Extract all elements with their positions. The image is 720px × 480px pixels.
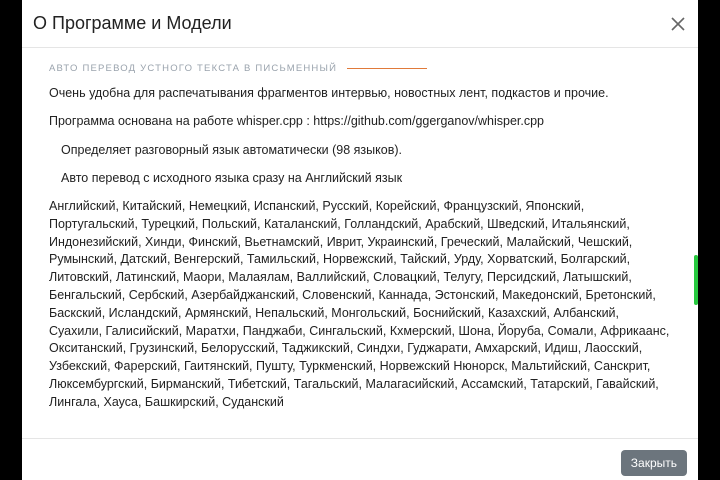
modal-footer — [22, 438, 698, 480]
close-icon[interactable] — [666, 12, 690, 36]
based-on-text: Программа основана на работе whisper.cpp : https://github.com/ggerganov/whisper.cpp — [49, 114, 545, 128]
close-icon-graphic — [666, 12, 690, 36]
about-modal — [22, 0, 698, 480]
close-button[interactable]: Закрыть — [621, 450, 687, 476]
section-header — [49, 62, 427, 74]
intro-text: Очень удобна для распечатывания фрагментов интервью, новостных лент, подкастов и прочие. — [49, 86, 609, 100]
modal-title: О Программе и Модели — [33, 13, 232, 33]
section-label: АВТО ПЕРЕВОД УСТНОГО ТЕКСТА В ПИСЬМЕННЫЙ — [49, 62, 338, 74]
languages-list: Английский, Китайский, Немецкий, Испанский, Русский, Корейский, Французский, Японский, Португальский, Турецкий, Польский, Каталанский, Голландский, Арабский, Шведский, Итальянский, Индонезийский, Хинди, Финский, Вьетнамский, Иврит, Украинский, Греческий, Малайский, Чешский, Румынский, Датский, Венгерский, Тамильский, Норвежский, Тайский, Урду, Хорватский, Болгарский, Литовский, Латинский, Маори, Малаялам, Валлийский, Словацкий, Телугу, Персидский, Латышский, Бенгальский, Сербский, Азербайджанский, Словенский, Каннада, Эстонский, Македонский, Бретонский, Баскский, Исландский, Армянский, Непальский, Монгольский, Боснийский, Казахский, Албанский, Суахили, Галисийский, Маратхи, Панджаби, Сингальский, Кхмерский, Шона, Йоруба, Сомали, Африкаанс, Окситанский, Грузинский, Белорусский, Таджикский, Синдхи, Гуджарати, Амхарский, Идиш, Лаосский, Узбекский, Фарерский, Гаитянский, Пушту, Туркменский, Норвежский Нюнорск, Мальтийский, Санскрит, Люксембургский, Бирманский, Тибетский, Тагальский, Малагасийский, Ассамский, Татарский, Гавайский, Лингала, Хауса, Башкирский, Суданский — [49, 199, 670, 409]
translate-text: Авто перевод с исходного языка сразу на Английский язык — [61, 171, 403, 185]
scrollbar-thumb[interactable] — [694, 255, 698, 305]
autodetect-text: Определяет разговорный язык автоматически (98 языков). — [61, 143, 402, 157]
modal-body[interactable] — [22, 48, 698, 438]
section-divider — [347, 68, 427, 69]
modal-header — [22, 0, 698, 48]
